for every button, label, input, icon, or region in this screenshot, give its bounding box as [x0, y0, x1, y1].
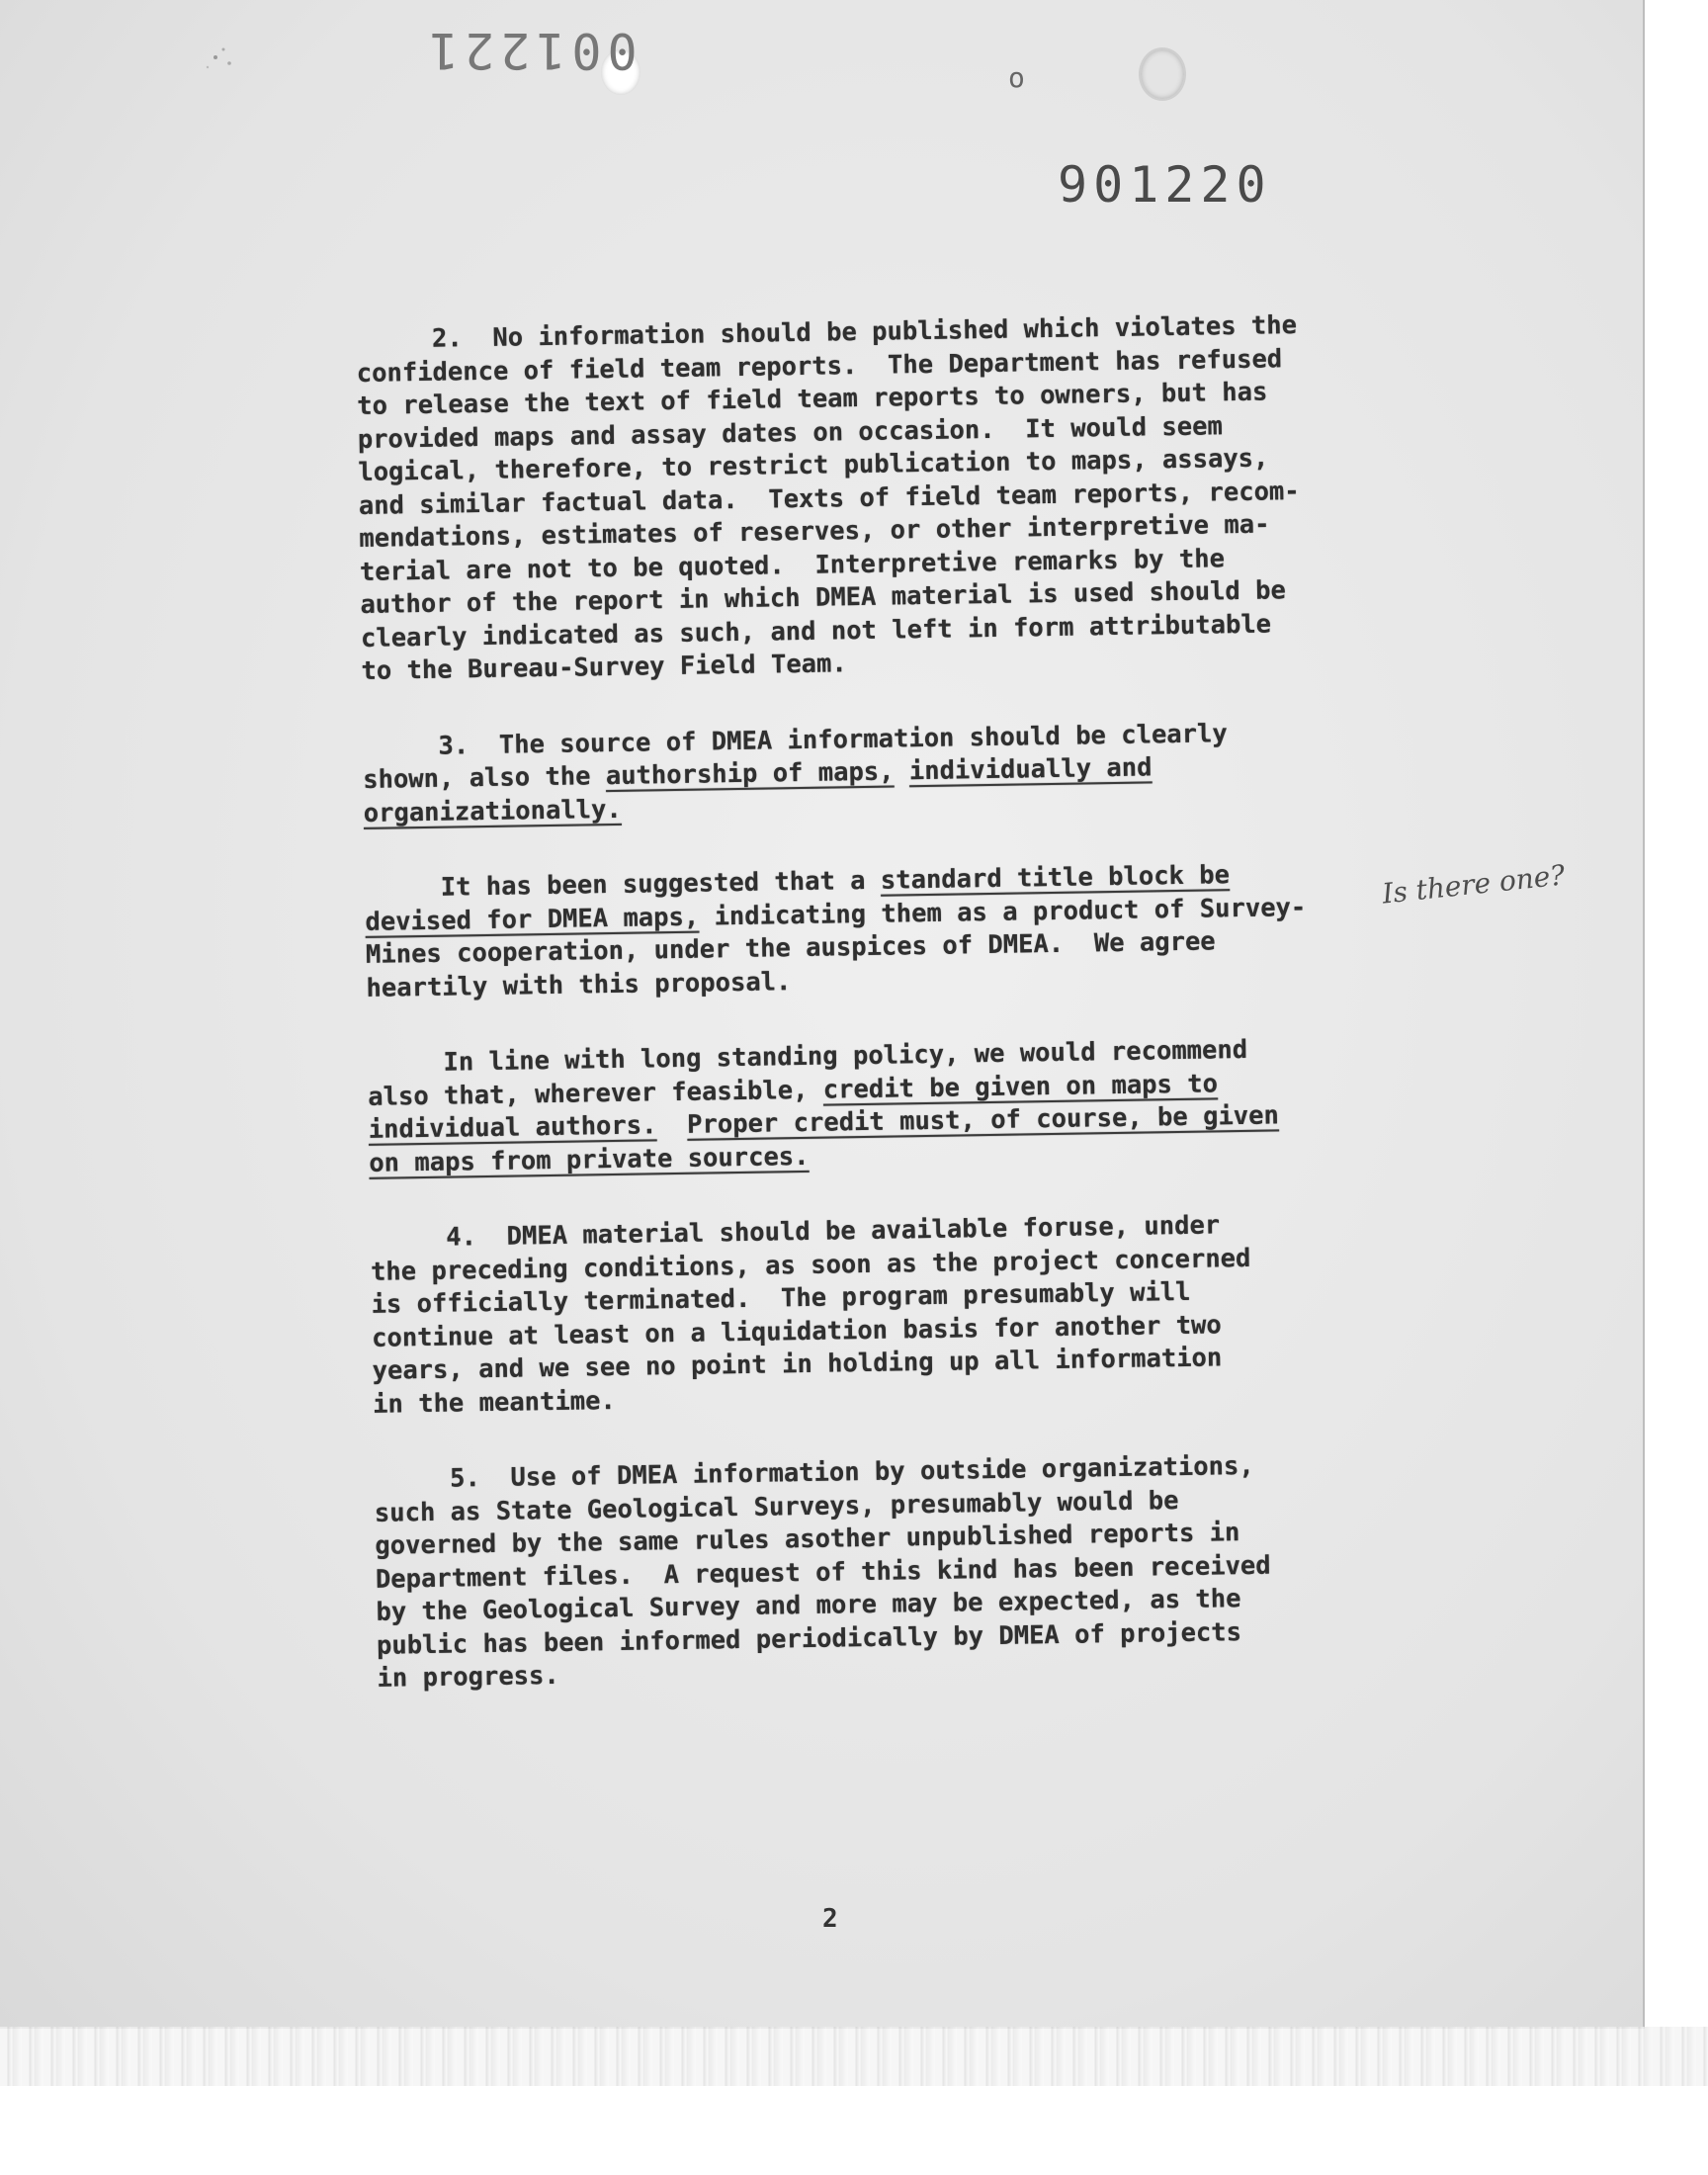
- text-line: to the Bureau-Survey Field Team.: [361, 649, 847, 686]
- text-line: by the Geological Survey and more may be expected, as the: [376, 1584, 1241, 1627]
- text-segment: shown, also the: [363, 761, 607, 795]
- underlined-text: credit be given on maps to: [822, 1068, 1219, 1105]
- underlined-text: individually and: [908, 752, 1153, 787]
- text-line: public has been informed periodically by DMEA of projects: [376, 1616, 1242, 1661]
- paragraph-4: [370, 1206, 1440, 1422]
- underlined-text: organizationally.: [363, 794, 622, 828]
- stamp-top-left: 001221: [423, 22, 638, 79]
- text-line: such as State Geological Surveys, presumably would be: [374, 1485, 1179, 1528]
- text-line: logical, therefore, to restrict publication to maps, assays,: [358, 443, 1269, 487]
- punch-hole-right: [1139, 47, 1186, 101]
- scan-artifact-strip: [0, 2027, 1708, 2086]
- text-line: heartily with this proposal.: [366, 966, 792, 1003]
- text-line: 3. The source of DMEA information should be clearly: [362, 718, 1228, 762]
- handwritten-margin-note: Is there one?: [1380, 858, 1567, 911]
- paragraph-5: [374, 1447, 1445, 1696]
- document-body: [356, 307, 1445, 1738]
- text-line: Mines cooperation, under the auspices of DMEA. We agree: [365, 926, 1216, 970]
- text-line: clearly indicated as such, and not left in form attributable: [360, 608, 1272, 653]
- text-line: 4. DMEA material should be available foruse, under: [370, 1210, 1221, 1254]
- underlined-text: on maps from private sources.: [369, 1141, 810, 1178]
- underlined-text: individual authors.: [368, 1110, 657, 1145]
- text-line: to release the text of field team reports to owners, but has: [357, 377, 1268, 421]
- text-line: terial are not to be quoted. Interpretive remarks by the: [359, 543, 1226, 587]
- text-line: the preceding conditions, as soon as the project concerned: [370, 1243, 1251, 1287]
- text-line: governed by the same rules asother unpublished reports in: [375, 1518, 1240, 1561]
- underlined-text: Proper credit must, of course, be given: [686, 1100, 1280, 1140]
- text-segment: It has been suggested that a: [364, 865, 882, 904]
- text-line: provided maps and assay dates on occasion. It would seem: [357, 410, 1224, 455]
- underlined-text: devised for DMEA maps,: [365, 902, 700, 937]
- text-line: and similar factual data. Texts of field team reports, recom-: [358, 476, 1300, 521]
- paragraph-credit: [367, 1031, 1436, 1180]
- text-line: years, and we see no point in holding up all information: [372, 1343, 1223, 1386]
- paragraph-title-block: [365, 856, 1434, 1005]
- document-stamp-number: 901220: [1058, 156, 1272, 214]
- text-line: In line with long standing policy, we would recommend: [367, 1034, 1248, 1079]
- underlined-text: standard title block be: [880, 860, 1231, 896]
- text-line: 5. Use of DMEA information by outside organizations,: [374, 1450, 1254, 1495]
- text-segment: [894, 756, 909, 786]
- text-line: Department files. A request of this kind has been received: [375, 1550, 1271, 1595]
- mark-top: o: [1008, 61, 1025, 94]
- text-line: in the meantime.: [372, 1385, 617, 1420]
- page-number: 2: [822, 1904, 838, 1934]
- text-line: author of the report in which DMEA material is used should be: [360, 575, 1287, 620]
- smudge-mark: [196, 28, 255, 87]
- text-segment: also that, wherever feasible,: [368, 1075, 824, 1112]
- underlined-text: authorship of maps,: [605, 756, 895, 792]
- paragraph-3: [362, 714, 1430, 829]
- text-line: continue at least on a liquidation basis for another two: [371, 1309, 1222, 1353]
- text-line: mendations, estimates of reserves, or other interpretive ma-: [359, 509, 1270, 554]
- text-line: is officially terminated. The program presumably will: [371, 1276, 1191, 1320]
- text-segment: indicating them as a product of Survey-: [698, 892, 1307, 932]
- text-line: in progress.: [377, 1660, 559, 1694]
- paragraph-2: [356, 307, 1429, 688]
- text-segment: [656, 1110, 687, 1140]
- text-line: 2. No information should be published which violates the: [356, 310, 1298, 355]
- text-line: confidence of field team reports. The Department has refused: [356, 343, 1283, 389]
